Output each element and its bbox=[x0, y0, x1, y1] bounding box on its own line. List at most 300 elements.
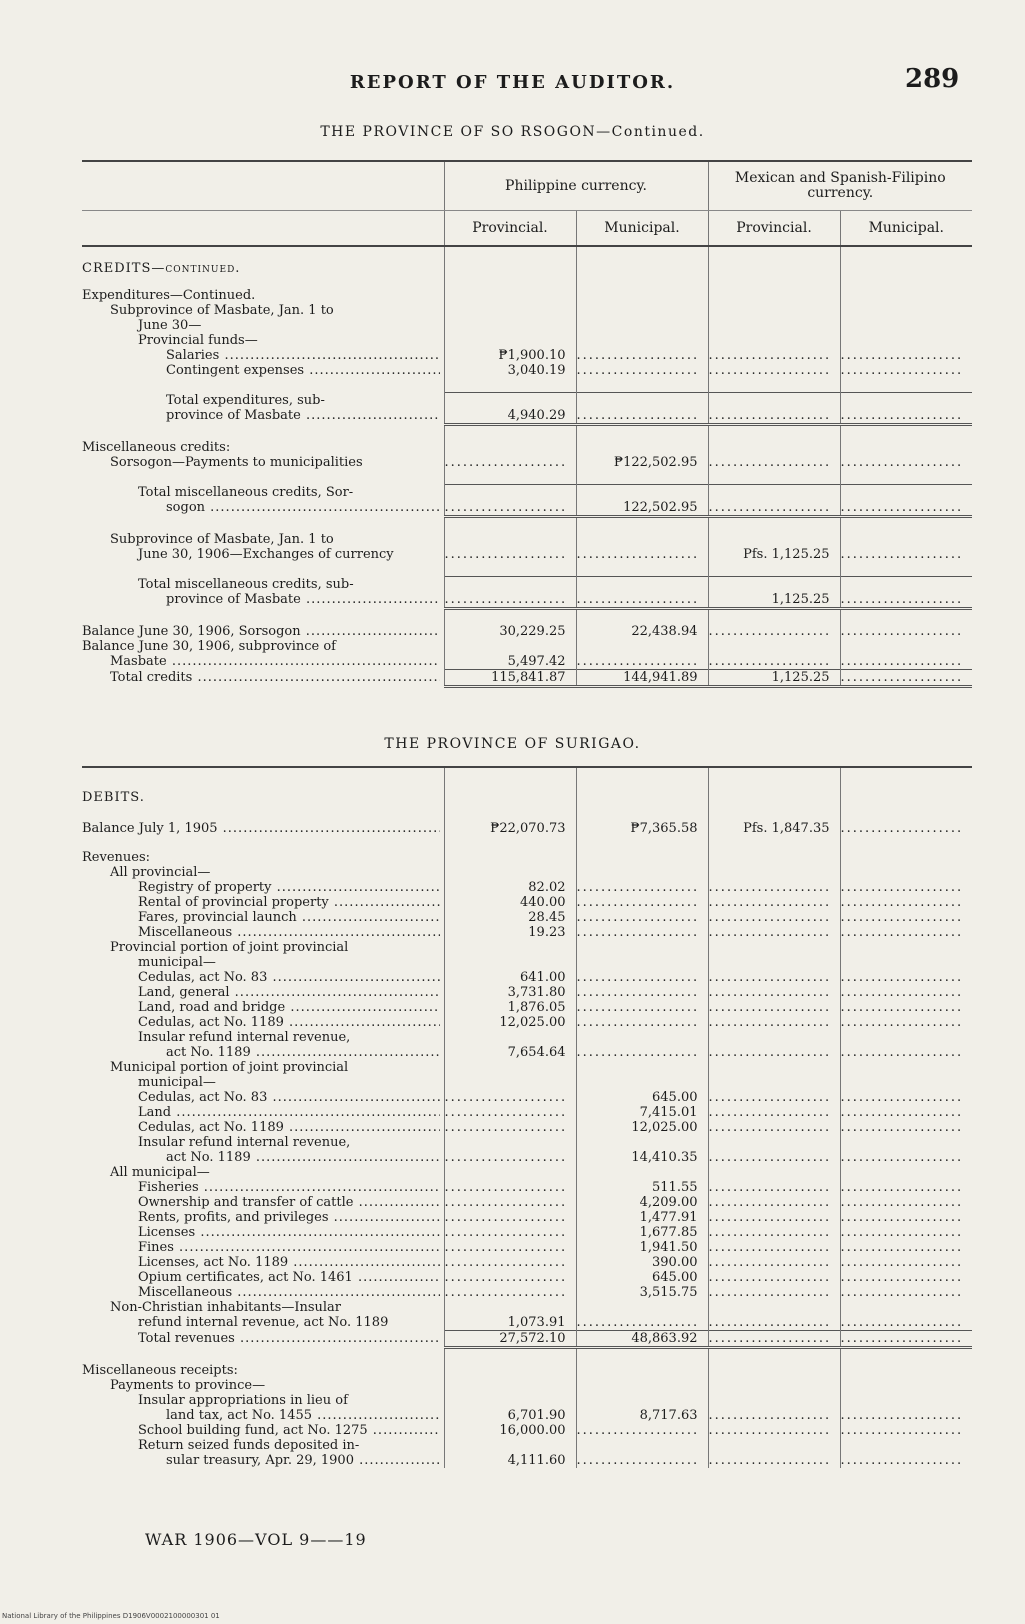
table-row bbox=[82, 850, 972, 865]
row-label bbox=[82, 865, 444, 880]
row-label bbox=[82, 1378, 444, 1393]
cell-c3 bbox=[708, 532, 840, 562]
row-label-line: Cedulas, act No. 83 ..... bbox=[82, 1090, 440, 1105]
amount-value: 390.00 bbox=[652, 1255, 698, 1270]
cell-c1 bbox=[444, 895, 576, 910]
cell-c1 bbox=[444, 333, 576, 348]
table-row bbox=[82, 1015, 972, 1030]
amount-value: 645.00 bbox=[652, 1270, 698, 1285]
row-label-line: Miscellaneous ..... bbox=[82, 925, 440, 940]
table-row bbox=[82, 1090, 972, 1105]
cell-c2 bbox=[576, 1300, 708, 1331]
row-label bbox=[82, 910, 444, 925]
table-row bbox=[82, 910, 972, 925]
section-title-sorsogon: THE PROVINCE OF SO RSOGON—Continued. bbox=[320, 124, 705, 140]
row-label bbox=[82, 1393, 444, 1423]
cell-c1 bbox=[444, 348, 576, 363]
cell-c1 bbox=[444, 1000, 576, 1015]
row-label-line: Provincial portion of joint provincial bbox=[110, 940, 349, 955]
row-label bbox=[82, 970, 444, 985]
row-label-line: Rental of provincial property ..... bbox=[82, 895, 440, 910]
row-label bbox=[82, 1438, 444, 1468]
row-label-line: Land ..... bbox=[82, 1105, 440, 1120]
amount-value: 1,477.91 bbox=[639, 1210, 698, 1225]
row-gap bbox=[82, 1348, 972, 1364]
cell-c2 bbox=[576, 925, 708, 940]
table-row bbox=[82, 1240, 972, 1255]
row-label bbox=[82, 1120, 444, 1135]
cell-c3 bbox=[708, 1060, 840, 1090]
cell-c2 bbox=[576, 577, 708, 609]
cell-c2 bbox=[576, 1225, 708, 1240]
table-row bbox=[82, 1300, 972, 1331]
cell-c4 bbox=[840, 1363, 972, 1378]
cell-c1 bbox=[444, 532, 576, 562]
cell-c4 bbox=[840, 925, 972, 940]
cell-c1 bbox=[444, 1090, 576, 1105]
cell-c3 bbox=[708, 1105, 840, 1120]
table-row bbox=[82, 455, 972, 470]
table-row bbox=[82, 440, 972, 455]
row-label-line: land tax, act No. 1455 ..... bbox=[82, 1408, 440, 1423]
cell-c1 bbox=[444, 1240, 576, 1255]
row-label bbox=[82, 1135, 444, 1165]
row-label-line: municipal— bbox=[138, 955, 216, 970]
row-label-line: Licenses, act No. 1189 ..... bbox=[82, 1255, 440, 1270]
header-blank bbox=[82, 161, 444, 211]
row-label-line: sular treasury, Apr. 29, 1900 ..... bbox=[82, 1453, 440, 1468]
table-row bbox=[82, 1180, 972, 1195]
amount-value: Pfs. 1,125.25 bbox=[743, 547, 830, 562]
row-label-line: Revenues: bbox=[82, 850, 151, 865]
table-row bbox=[82, 1270, 972, 1285]
cell-c4 bbox=[840, 1195, 972, 1210]
row-label bbox=[82, 821, 444, 836]
row-label bbox=[82, 1331, 444, 1348]
cell-c2 bbox=[576, 865, 708, 880]
row-label-line: Sorsogon—Payments to municipalities bbox=[110, 455, 363, 470]
row-label-line: municipal— bbox=[138, 1075, 216, 1090]
amount-value: 14,410.35 bbox=[631, 1150, 698, 1165]
cell-c1 bbox=[444, 1438, 576, 1468]
table-row bbox=[82, 925, 972, 940]
table-row bbox=[82, 970, 972, 985]
cell-c3 bbox=[708, 910, 840, 925]
cell-c1 bbox=[444, 850, 576, 865]
cell-c3 bbox=[708, 348, 840, 363]
cell-c3 bbox=[708, 333, 840, 348]
row-label bbox=[82, 363, 444, 378]
cell-c2 bbox=[576, 1270, 708, 1285]
row-label-line: Insular appropriations in lieu of bbox=[138, 1393, 348, 1408]
cell-c1 bbox=[444, 288, 576, 303]
cell-c1 bbox=[444, 1285, 576, 1300]
cell-c3 bbox=[708, 1393, 840, 1423]
cell-c3 bbox=[708, 925, 840, 940]
amount-value: 1,125.25 bbox=[771, 670, 830, 685]
row-label bbox=[82, 1423, 444, 1438]
cell-c1 bbox=[444, 624, 576, 639]
cell-c2 bbox=[576, 624, 708, 639]
row-label bbox=[82, 1000, 444, 1015]
row-label-line: Cedulas, act No. 1189 ..... bbox=[82, 1120, 440, 1135]
row-label-line: Cedulas, act No. 1189 ..... bbox=[82, 1015, 440, 1030]
cell-c3 bbox=[708, 970, 840, 985]
row-label bbox=[82, 485, 444, 517]
cell-c4 bbox=[840, 1393, 972, 1423]
cell-c4 bbox=[840, 1423, 972, 1438]
cell-c4 bbox=[840, 910, 972, 925]
row-label-line: sogon ..... bbox=[82, 500, 440, 515]
table-surigao bbox=[82, 766, 972, 1468]
cell-c1 bbox=[444, 1270, 576, 1285]
row-label bbox=[82, 532, 444, 562]
row-label bbox=[82, 455, 444, 470]
cell-c2 bbox=[576, 1210, 708, 1225]
row-label-line: Rents, profits, and privileges ..... bbox=[82, 1210, 440, 1225]
row-label-line: act No. 1189 ..... bbox=[82, 1045, 440, 1060]
cell-c2 bbox=[576, 393, 708, 425]
cell-c3 bbox=[708, 1120, 840, 1135]
row-label bbox=[82, 1060, 444, 1090]
cell-c3 bbox=[708, 1210, 840, 1225]
table-row bbox=[82, 1438, 972, 1468]
row-label-line: Expenditures—Continued. bbox=[82, 288, 256, 303]
row-label bbox=[82, 1030, 444, 1060]
cell-c1 bbox=[444, 1363, 576, 1378]
cell-c2 bbox=[576, 1000, 708, 1015]
row-label bbox=[82, 1090, 444, 1105]
row-label bbox=[82, 670, 444, 687]
cell-c4 bbox=[840, 1378, 972, 1393]
row-label-line: Total miscellaneous credits, sub- bbox=[138, 576, 354, 592]
row-label-line: Insular refund internal revenue, bbox=[138, 1135, 351, 1150]
cell-c2 bbox=[576, 821, 708, 836]
row-label bbox=[82, 348, 444, 363]
cell-c3 bbox=[708, 1015, 840, 1030]
cell-c2 bbox=[576, 940, 708, 970]
row-label bbox=[82, 577, 444, 609]
cell-c1 bbox=[444, 303, 576, 333]
cell-c3 bbox=[708, 639, 840, 670]
cell-c2 bbox=[576, 1240, 708, 1255]
cell-c3 bbox=[708, 1331, 840, 1348]
table-sorsogon bbox=[82, 160, 972, 688]
row-label-line: province of Masbate ..... bbox=[82, 592, 440, 607]
amount-value: 6,701.90 bbox=[507, 1408, 566, 1423]
row-label bbox=[82, 880, 444, 895]
cell-c2 bbox=[576, 1255, 708, 1270]
cell-c2 bbox=[576, 1363, 708, 1378]
cell-c2 bbox=[576, 1393, 708, 1423]
cell-c4 bbox=[840, 1240, 972, 1255]
table-row bbox=[82, 577, 972, 609]
cell-c4 bbox=[840, 1225, 972, 1240]
cell-c1 bbox=[444, 940, 576, 970]
amount-value: 4,940.29 bbox=[507, 408, 566, 423]
cell-c1 bbox=[444, 1135, 576, 1165]
cell-c1 bbox=[444, 455, 576, 470]
cell-c4 bbox=[840, 440, 972, 455]
cell-c1 bbox=[444, 1423, 576, 1438]
row-gap bbox=[82, 470, 972, 485]
table-row bbox=[82, 1000, 972, 1015]
amount-value: 48,863.92 bbox=[631, 1331, 698, 1346]
cell-c1 bbox=[444, 985, 576, 1000]
amount-value: 7,654.64 bbox=[507, 1045, 566, 1060]
cell-c2 bbox=[576, 1423, 708, 1438]
amount-value: 3,731.80 bbox=[507, 985, 566, 1000]
cell-c1 bbox=[444, 1255, 576, 1270]
row-label-line: Fines ..... bbox=[82, 1240, 440, 1255]
amount-value: 8,717.63 bbox=[639, 1408, 698, 1423]
row-label-line: Miscellaneous receipts: bbox=[82, 1363, 238, 1378]
section-label: DEBITS. bbox=[82, 790, 145, 805]
row-label-line: province of Masbate ..... bbox=[82, 408, 440, 423]
cell-c2 bbox=[576, 1165, 708, 1180]
row-label bbox=[82, 1363, 444, 1378]
cell-c3 bbox=[708, 1378, 840, 1393]
cell-c4 bbox=[840, 455, 972, 470]
row-label-line: Salaries ..... bbox=[82, 348, 440, 363]
amount-value: 511.55 bbox=[652, 1180, 698, 1195]
cell-c4 bbox=[840, 639, 972, 670]
cell-c2 bbox=[576, 1060, 708, 1090]
amount-value: ₱22,070.73 bbox=[490, 821, 566, 836]
cell-c1 bbox=[444, 1015, 576, 1030]
table-row bbox=[82, 1378, 972, 1393]
cell-c4 bbox=[840, 850, 972, 865]
row-gap bbox=[82, 517, 972, 533]
row-gap bbox=[82, 562, 972, 577]
cell-c2 bbox=[576, 1285, 708, 1300]
row-label bbox=[82, 850, 444, 865]
cell-c1 bbox=[444, 1225, 576, 1240]
cell-c1 bbox=[444, 577, 576, 609]
cell-c3 bbox=[708, 821, 840, 836]
cell-c3 bbox=[708, 670, 840, 687]
row-label-line: Miscellaneous ..... bbox=[82, 1285, 440, 1300]
amount-value: 27,572.10 bbox=[499, 1331, 566, 1346]
cell-c4 bbox=[840, 303, 972, 333]
amount-value: 19.23 bbox=[528, 925, 566, 940]
table-row bbox=[82, 1393, 972, 1423]
cell-c4 bbox=[840, 985, 972, 1000]
cell-c3 bbox=[708, 363, 840, 378]
cell-c4 bbox=[840, 1300, 972, 1331]
page-number: 289 bbox=[905, 64, 960, 94]
cell-c4 bbox=[840, 1000, 972, 1015]
amount-value: 641.00 bbox=[520, 970, 566, 985]
cell-c1 bbox=[444, 1378, 576, 1393]
table-row bbox=[82, 1363, 972, 1378]
table-row bbox=[82, 485, 972, 517]
cell-c4 bbox=[840, 670, 972, 687]
row-label-line: Total credits ..... bbox=[82, 670, 440, 685]
table-row bbox=[82, 1030, 972, 1060]
cell-c3 bbox=[708, 288, 840, 303]
row-label-line: June 30, 1906—Exchanges of currency bbox=[138, 547, 394, 562]
row-label-line: Fisheries ..... bbox=[82, 1180, 440, 1195]
table-row bbox=[82, 1195, 972, 1210]
row-label-line: Non-Christian inhabitants—Insular bbox=[110, 1300, 342, 1315]
cell-c1 bbox=[444, 1300, 576, 1331]
cell-c4 bbox=[840, 1165, 972, 1180]
row-label bbox=[82, 1195, 444, 1210]
cell-c3 bbox=[708, 865, 840, 880]
cell-c4 bbox=[840, 1285, 972, 1300]
table-row bbox=[82, 895, 972, 910]
cell-c2 bbox=[576, 1438, 708, 1468]
cell-c4 bbox=[840, 485, 972, 517]
cell-c4 bbox=[840, 1135, 972, 1165]
row-label-line: Total revenues ..... bbox=[82, 1331, 440, 1346]
row-label bbox=[82, 1180, 444, 1195]
table-row bbox=[82, 532, 972, 562]
table-row bbox=[82, 1423, 972, 1438]
cell-c4 bbox=[840, 865, 972, 880]
amount-value: 82.02 bbox=[528, 880, 566, 895]
row-label-line: Land, general ..... bbox=[82, 985, 440, 1000]
cell-c3 bbox=[708, 1135, 840, 1165]
header-provincial: Provincial. bbox=[444, 211, 576, 247]
amount-value: 1,125.25 bbox=[771, 592, 830, 607]
header-municipal: Municipal. bbox=[840, 211, 972, 247]
cell-c4 bbox=[840, 880, 972, 895]
row-label-line: Payments to province— bbox=[110, 1378, 266, 1393]
cell-c2 bbox=[576, 1105, 708, 1120]
row-label bbox=[82, 895, 444, 910]
row-gap bbox=[82, 378, 972, 393]
row-label bbox=[82, 1270, 444, 1285]
cell-c4 bbox=[840, 1210, 972, 1225]
table-row bbox=[82, 1255, 972, 1270]
cell-c2 bbox=[576, 485, 708, 517]
table-row bbox=[82, 821, 972, 836]
cell-c3 bbox=[708, 393, 840, 425]
row-label-line: Registry of property ..... bbox=[82, 880, 440, 895]
amount-value: 28.45 bbox=[528, 910, 566, 925]
amount-value: 7,415.01 bbox=[639, 1105, 698, 1120]
cell-c4 bbox=[840, 940, 972, 970]
cell-c3 bbox=[708, 624, 840, 639]
row-label bbox=[82, 624, 444, 639]
cell-c2 bbox=[576, 985, 708, 1000]
cell-c1 bbox=[444, 1331, 576, 1348]
row-label-line: Land, road and bridge ..... bbox=[82, 1000, 440, 1015]
cell-c1 bbox=[444, 363, 576, 378]
section-title-surigao: THE PROVINCE OF SURIGAO. bbox=[384, 736, 641, 752]
amount-value: 3,040.19 bbox=[507, 363, 566, 378]
cell-c1 bbox=[444, 1393, 576, 1423]
cell-c3 bbox=[708, 303, 840, 333]
row-label-line: School building fund, act No. 1275 ..... bbox=[82, 1423, 440, 1438]
row-label bbox=[82, 393, 444, 425]
amount-value: ₱122,502.95 bbox=[613, 455, 698, 470]
row-label-line: Subprovince of Masbate, Jan. 1 to bbox=[110, 532, 334, 547]
cell-c4 bbox=[840, 1120, 972, 1135]
table-row bbox=[82, 940, 972, 970]
row-label bbox=[82, 1165, 444, 1180]
row-label-line: Provincial funds— bbox=[138, 333, 258, 348]
row-label-line: Masbate ..... bbox=[82, 654, 440, 669]
header-philippine-currency: Philippine currency. bbox=[444, 161, 708, 211]
amount-value: 4,111.60 bbox=[507, 1453, 566, 1468]
cell-c4 bbox=[840, 288, 972, 303]
row-label-line: Subprovince of Masbate, Jan. 1 to bbox=[110, 303, 334, 318]
table-row bbox=[82, 363, 972, 378]
cell-c1 bbox=[444, 1105, 576, 1120]
cell-c1 bbox=[444, 1195, 576, 1210]
cell-c1 bbox=[444, 485, 576, 517]
table-row bbox=[82, 288, 972, 303]
header-municipal: Municipal. bbox=[576, 211, 708, 247]
amount-value: 115,841.87 bbox=[491, 670, 566, 685]
amount-value: 1,941.50 bbox=[639, 1240, 698, 1255]
cell-c1 bbox=[444, 670, 576, 687]
cell-c3 bbox=[708, 485, 840, 517]
cell-c1 bbox=[444, 925, 576, 940]
cell-c2 bbox=[576, 1120, 708, 1135]
cell-c4 bbox=[840, 393, 972, 425]
amount-value: 440.00 bbox=[520, 895, 566, 910]
row-label bbox=[82, 1105, 444, 1120]
row-label-line: Insular refund internal revenue, bbox=[138, 1030, 351, 1045]
cell-c1 bbox=[444, 880, 576, 895]
row-label-line: Cedulas, act No. 83 ..... bbox=[82, 970, 440, 985]
cell-c2 bbox=[576, 1090, 708, 1105]
cell-c2 bbox=[576, 910, 708, 925]
row-label bbox=[82, 333, 444, 348]
table-row bbox=[82, 670, 972, 687]
cell-c4 bbox=[840, 1060, 972, 1090]
cell-c4 bbox=[840, 1438, 972, 1468]
table-row bbox=[82, 393, 972, 425]
row-label bbox=[82, 639, 444, 670]
table-row bbox=[82, 1120, 972, 1135]
amount-value: 22,438.94 bbox=[631, 624, 698, 639]
cell-c4 bbox=[840, 1180, 972, 1195]
row-label-line: Balance June 30, 1906, Sorsogon ..... bbox=[82, 624, 440, 639]
table-row bbox=[82, 639, 972, 670]
amount-value: 144,941.89 bbox=[623, 670, 698, 685]
cell-c2 bbox=[576, 1195, 708, 1210]
cell-c1 bbox=[444, 1180, 576, 1195]
row-label-line: Miscellaneous credits: bbox=[82, 440, 231, 455]
amount-value: 1,073.91 bbox=[507, 1315, 566, 1330]
row-label-line: Total miscellaneous credits, Sor- bbox=[138, 484, 354, 500]
row-gap bbox=[82, 836, 972, 850]
amount-value: 1,876.05 bbox=[507, 1000, 566, 1015]
row-label bbox=[82, 1225, 444, 1240]
row-gap bbox=[82, 609, 972, 625]
cell-c4 bbox=[840, 532, 972, 562]
cell-c3 bbox=[708, 940, 840, 970]
cell-c4 bbox=[840, 821, 972, 836]
cell-c2 bbox=[576, 970, 708, 985]
row-label-line: All provincial— bbox=[110, 865, 211, 880]
cell-c2 bbox=[576, 440, 708, 455]
cell-c4 bbox=[840, 348, 972, 363]
row-label bbox=[82, 1210, 444, 1225]
cell-c4 bbox=[840, 895, 972, 910]
cell-c2 bbox=[576, 1180, 708, 1195]
cell-c2 bbox=[576, 288, 708, 303]
table-row bbox=[82, 985, 972, 1000]
cell-c2 bbox=[576, 1331, 708, 1348]
cell-c3 bbox=[708, 895, 840, 910]
cell-c4 bbox=[840, 577, 972, 609]
